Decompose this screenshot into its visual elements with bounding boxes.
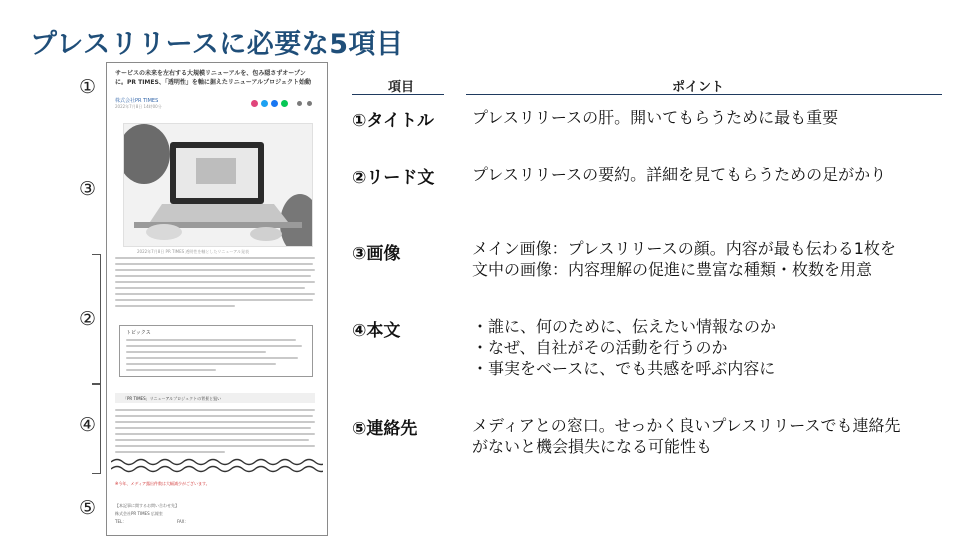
preview-contact-tel: TEL： bbox=[115, 519, 127, 524]
point-lead bbox=[472, 164, 886, 185]
point-line: 文中の画像：内容理解の促進に豊富な種類・枚数を用意 bbox=[472, 260, 873, 279]
preview-topics-box bbox=[119, 325, 313, 377]
facebook-icon bbox=[271, 100, 278, 107]
item-contact: ⑤連絡先 bbox=[352, 419, 418, 439]
point-line: プレスリリースの肝。開いてもらうために最も重要 bbox=[472, 108, 839, 127]
twitter-icon bbox=[261, 100, 268, 107]
press-release-preview bbox=[106, 62, 328, 536]
marker-title: ① bbox=[79, 76, 97, 98]
share-icon bbox=[307, 101, 312, 106]
item-lead: ②リード文 bbox=[352, 168, 435, 188]
item-image: ③画像 bbox=[352, 244, 401, 264]
point-line: メイン画像：プレスリリースの顔。内容が最も伝わる1枚を bbox=[472, 239, 896, 258]
topics-label: トピックス bbox=[126, 330, 151, 336]
preview-contact-company: 株式会社PR TIMES 広報室 bbox=[115, 511, 163, 516]
heart-icon bbox=[251, 100, 258, 107]
point-body bbox=[472, 316, 776, 379]
preview-company: 株式会社PR TIMES bbox=[115, 98, 159, 104]
table-header-point: ポイント bbox=[672, 80, 725, 95]
preview-lead-text bbox=[115, 257, 317, 311]
preview-contact-fax: FAX： bbox=[177, 519, 189, 524]
chart-icon bbox=[297, 101, 302, 106]
marker-lead: ② bbox=[79, 308, 97, 330]
marker-body: ④ bbox=[79, 414, 97, 436]
point-line: ・事実をベースに、でも共感を呼ぶ内容に bbox=[472, 359, 776, 378]
point-line: ・誰に、何のために、伝えたい情報なのか bbox=[472, 317, 777, 336]
preview-main-image bbox=[123, 123, 313, 247]
marker-image: ③ bbox=[79, 178, 97, 200]
point-contact bbox=[472, 415, 900, 457]
preview-section-bar bbox=[115, 393, 315, 403]
point-line: プレスリリースの要約。詳細を見てもらうための足がかり bbox=[472, 165, 887, 184]
point-title bbox=[472, 107, 838, 128]
preview-section-title: 「PR TIMES」リニューアルプロジェクトの背景と狙い bbox=[123, 396, 222, 401]
header-rule-item bbox=[352, 94, 444, 95]
header-rule-point bbox=[466, 94, 942, 95]
preview-wave-divider bbox=[111, 457, 323, 473]
preview-contact-heading: 【本記事に関するお問い合わせ先】 bbox=[115, 503, 179, 508]
preview-body-text bbox=[115, 409, 317, 457]
page-title: プレスリリースに必要な5項目 bbox=[30, 29, 404, 60]
preview-headline: サービスの未来を左右する大規模リニューアルを、包み隠さずオープンに。PR TIMES、「透明性」を軸に据えたリニューアルプロジェクト始動 bbox=[115, 70, 312, 86]
line-icon bbox=[281, 100, 288, 107]
marker-contact: ⑤ bbox=[79, 497, 97, 519]
point-line: ・なぜ、自社がその活動を行うのか bbox=[472, 338, 728, 357]
point-line: がないと機会損失になる可能性も bbox=[472, 437, 713, 456]
table-header-item: 項目 bbox=[388, 80, 415, 95]
point-line: メディアとの窓口。せっかく良いプレスリリースでも連絡先 bbox=[472, 416, 901, 435]
preview-date: 2022年7月8日 14時00分 bbox=[115, 104, 162, 109]
preview-red-note: ※今年、メディア露出件数は大幅減少がございます。 bbox=[115, 481, 210, 486]
item-title: ①タイトル bbox=[352, 111, 435, 131]
point-image bbox=[472, 238, 896, 280]
item-body: ④本文 bbox=[352, 321, 401, 341]
preview-caption: 2022年7月8日 PR TIMES 透明性を軸としたリニューアル発表 bbox=[137, 249, 249, 254]
